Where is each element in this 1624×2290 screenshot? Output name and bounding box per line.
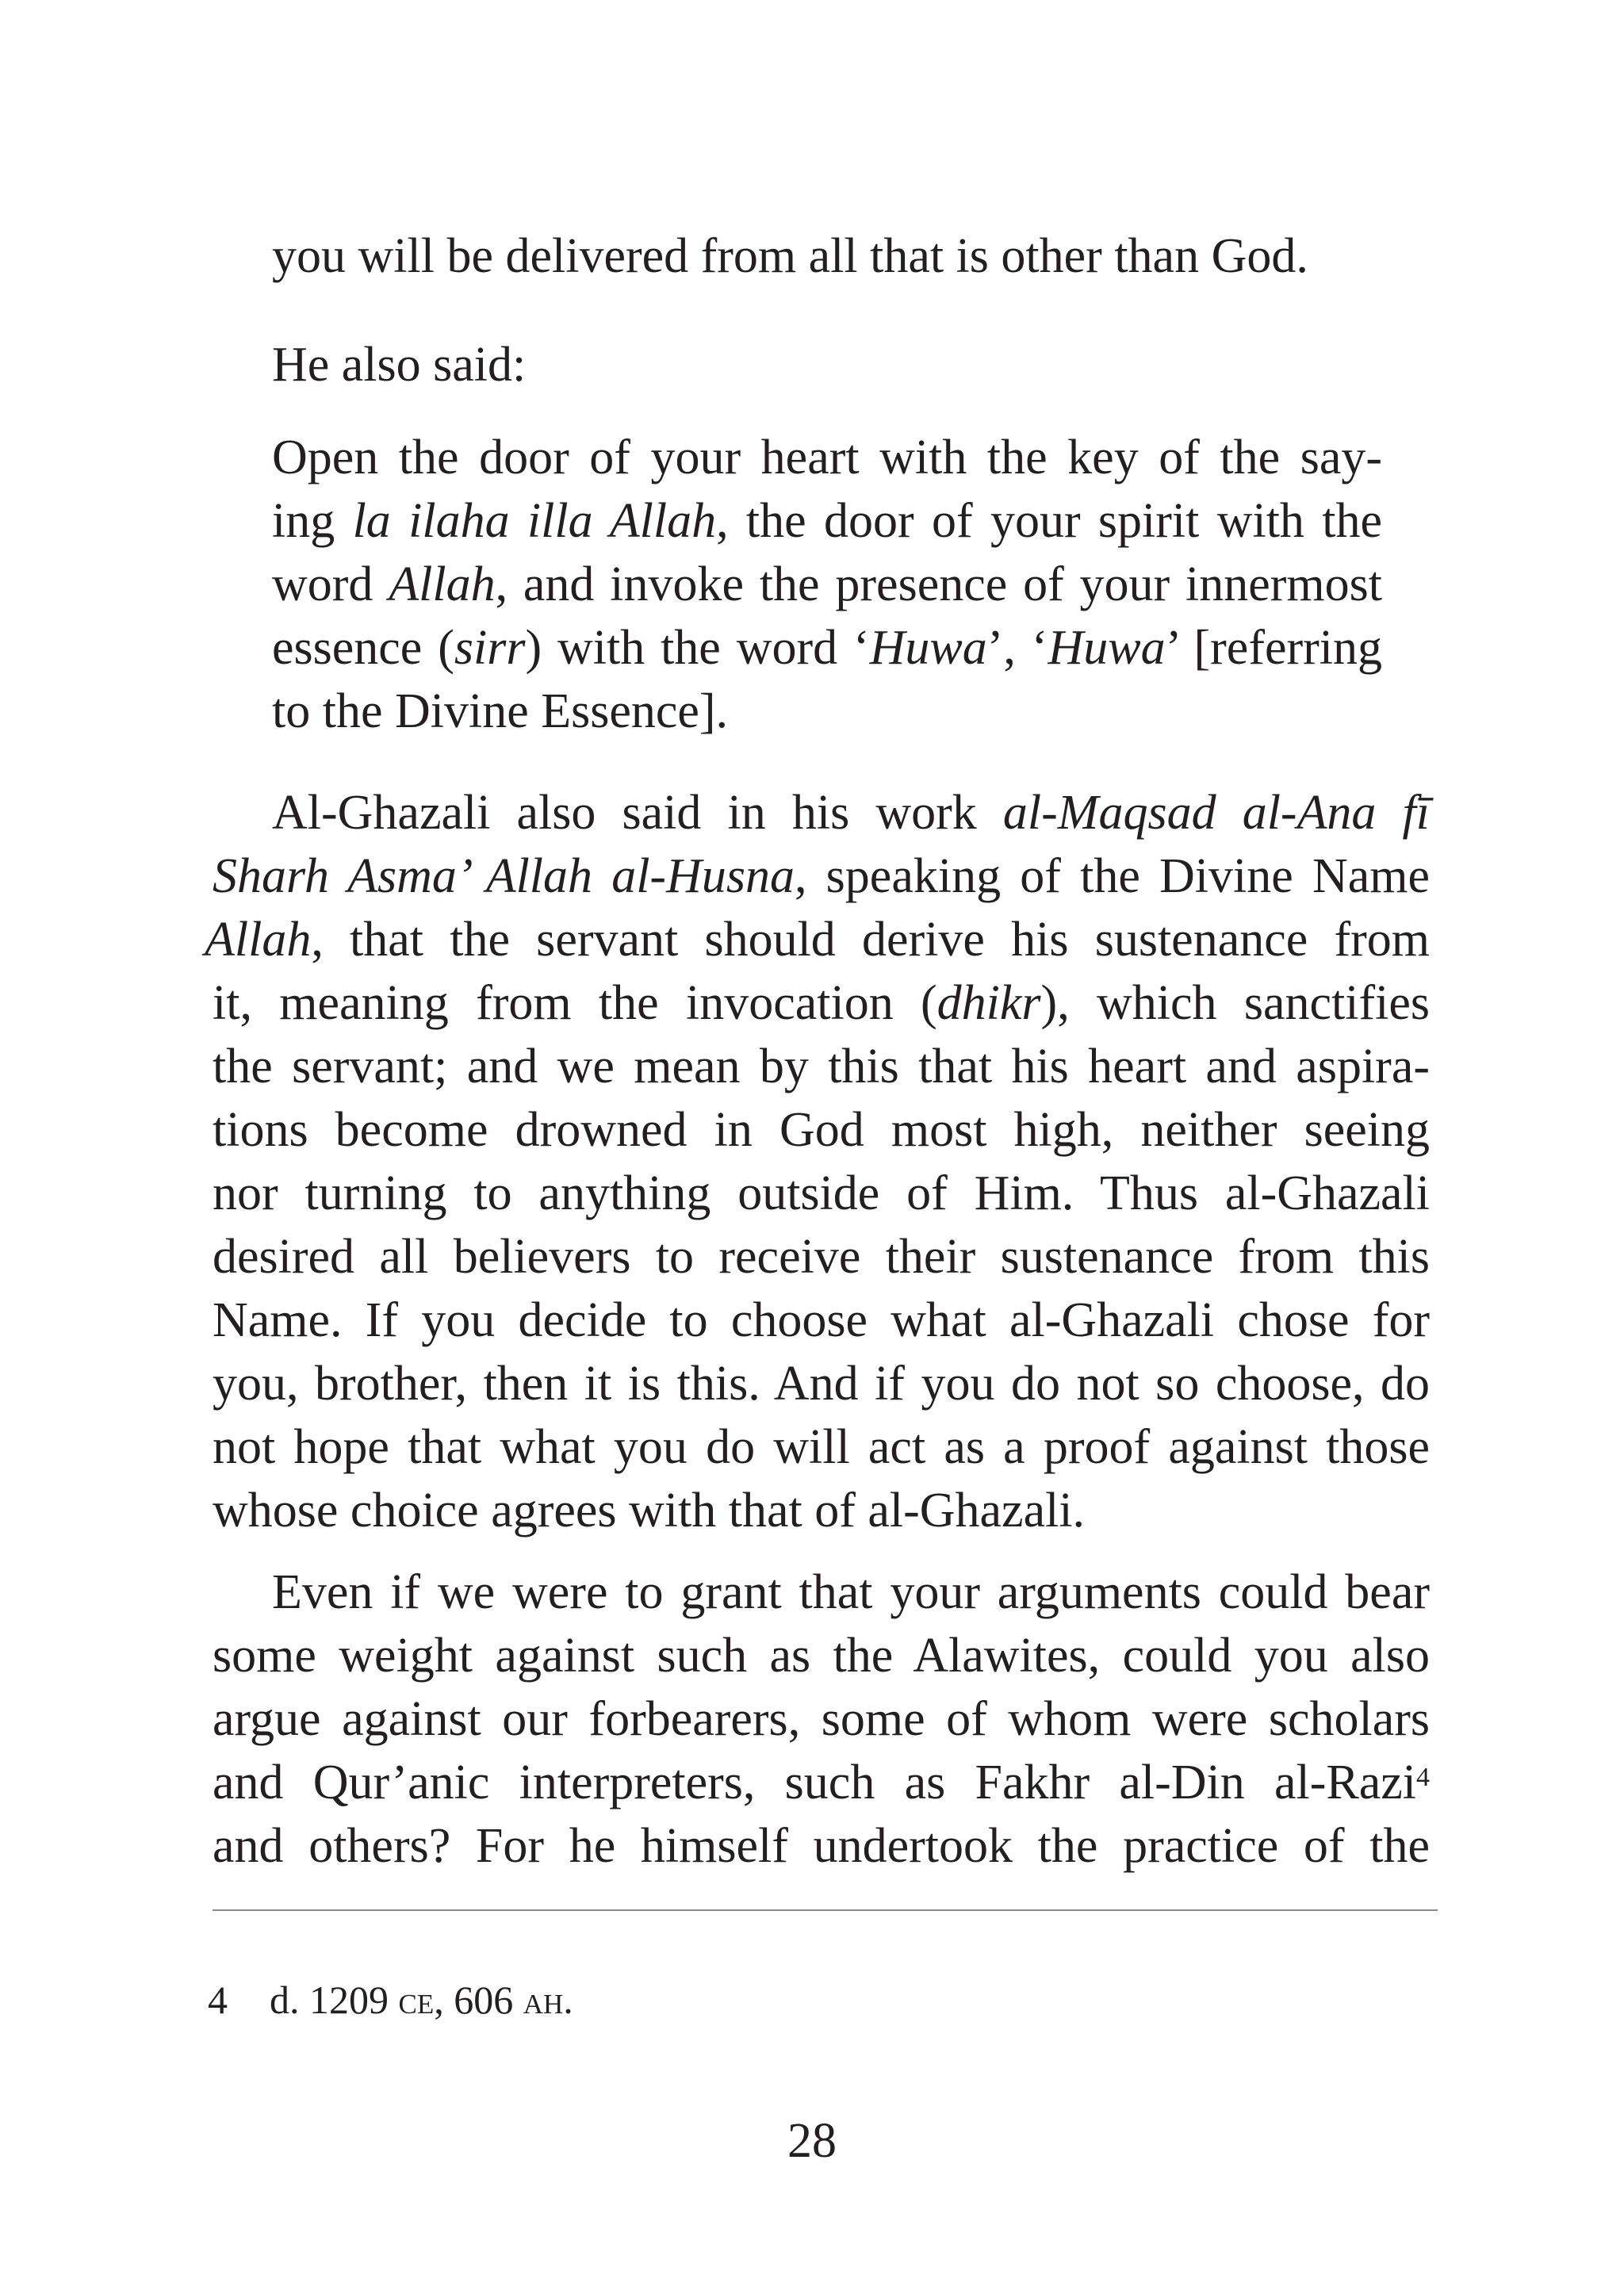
body-text: , that the servant should derive his sustenance from — [311, 913, 1430, 967]
paragraph-line: whose choice agrees with that of al-Ghazali. — [213, 1484, 1086, 1538]
page-number: 28 — [787, 2114, 837, 2168]
body-text: it, meaning from the invocation ( — [213, 976, 937, 1030]
footnote-number: 4 — [208, 1978, 228, 2022]
italic-title: Sharh Asma’ Allah al-Husna — [213, 849, 795, 903]
paragraph-line — [213, 971, 1430, 1035]
body-text: ), which sanctifies — [1040, 976, 1430, 1030]
he-also-said-line: He also said: — [272, 338, 527, 392]
quote-italic-text: Huwa — [1048, 621, 1166, 675]
italic-word: dhikr — [936, 976, 1041, 1030]
quote-line — [272, 553, 1382, 616]
paragraph-line — [213, 844, 1430, 908]
quote-italic-text: Allah — [389, 557, 496, 611]
quote-italic-text: Huwa — [869, 621, 987, 675]
paragraph-line: the servant; and we mean by this that his heart and aspira- — [213, 1040, 1430, 1093]
quote-continuation-line: you will be delivered from all that is other than God. — [272, 229, 1308, 283]
quote-line: to the Divine Essence]. — [272, 684, 729, 738]
quote-line — [272, 616, 1382, 680]
footnote-era: ce — [398, 1978, 435, 2022]
body-text: and Qur’anic interpreters, such as Fakhr al-Din al-Razi — [213, 1756, 1416, 1809]
footnote-text: , 606 — [434, 1978, 523, 2022]
paragraph-line: and others? For he himself undertook the practice of the — [213, 1819, 1430, 1873]
paragraph-line: Even if we were to grant that your arguments could bear — [272, 1565, 1430, 1619]
italic-title: al-Maqsad al-Ana fī — [1002, 786, 1431, 840]
body-text: Al-Ghazali also said in his work — [272, 786, 1003, 840]
quote-text: ing — [272, 494, 353, 548]
paragraph-line: some weight against such as the Alawites, could you also — [213, 1629, 1430, 1683]
quote-italic-text: sirr — [454, 621, 526, 675]
paragraph-line: argue against our forbearers, some of whom were scholars — [213, 1692, 1430, 1746]
quote-line: Open the door of your heart with the key of the say- — [272, 431, 1382, 484]
italic-word: Allah — [205, 913, 312, 967]
paragraph-line: desired all believers to receive their sustenance from this — [213, 1230, 1430, 1284]
footnote-reference: 4 — [1416, 1763, 1430, 1792]
quote-text: ’, ‘ — [986, 621, 1048, 675]
quote-text: , and invoke the presence of your innermost — [495, 557, 1382, 611]
paragraph-line — [205, 908, 1430, 971]
footnote-divider — [213, 1909, 1438, 1911]
footnote — [208, 1974, 573, 2025]
paragraph-line — [213, 1751, 1430, 1814]
paragraph-line: not hope that what you do will act as a proof against those — [213, 1420, 1430, 1474]
footnote-text: d. 1209 — [270, 1978, 399, 2022]
footnote-era: ah — [523, 1978, 564, 2022]
quote-text: essence ( — [272, 621, 454, 675]
quote-text: word — [272, 557, 389, 611]
paragraph-line: nor turning to anything outside of Him. Thus al-Ghazali — [213, 1166, 1430, 1220]
footnote-text: . — [563, 1978, 573, 2022]
paragraph-line: Name. If you decide to choose what al-Ghazali chose for — [213, 1293, 1430, 1347]
body-text: , speaking of the Divine Name — [794, 849, 1430, 903]
quote-text: ’ [referring — [1165, 621, 1383, 675]
quote-text: , the door of your spirit with the — [716, 494, 1383, 548]
quote-italic-text: la ilaha illa Allah — [352, 494, 717, 548]
paragraph-line: you, brother, then it is this. And if you do not so choose, do — [213, 1357, 1430, 1411]
quote-line — [272, 489, 1382, 553]
paragraph-line: tions become drowned in God most high, neither seeing — [213, 1103, 1430, 1157]
quote-text: ) with the word ‘ — [525, 621, 870, 675]
paragraph-line — [272, 781, 1430, 844]
